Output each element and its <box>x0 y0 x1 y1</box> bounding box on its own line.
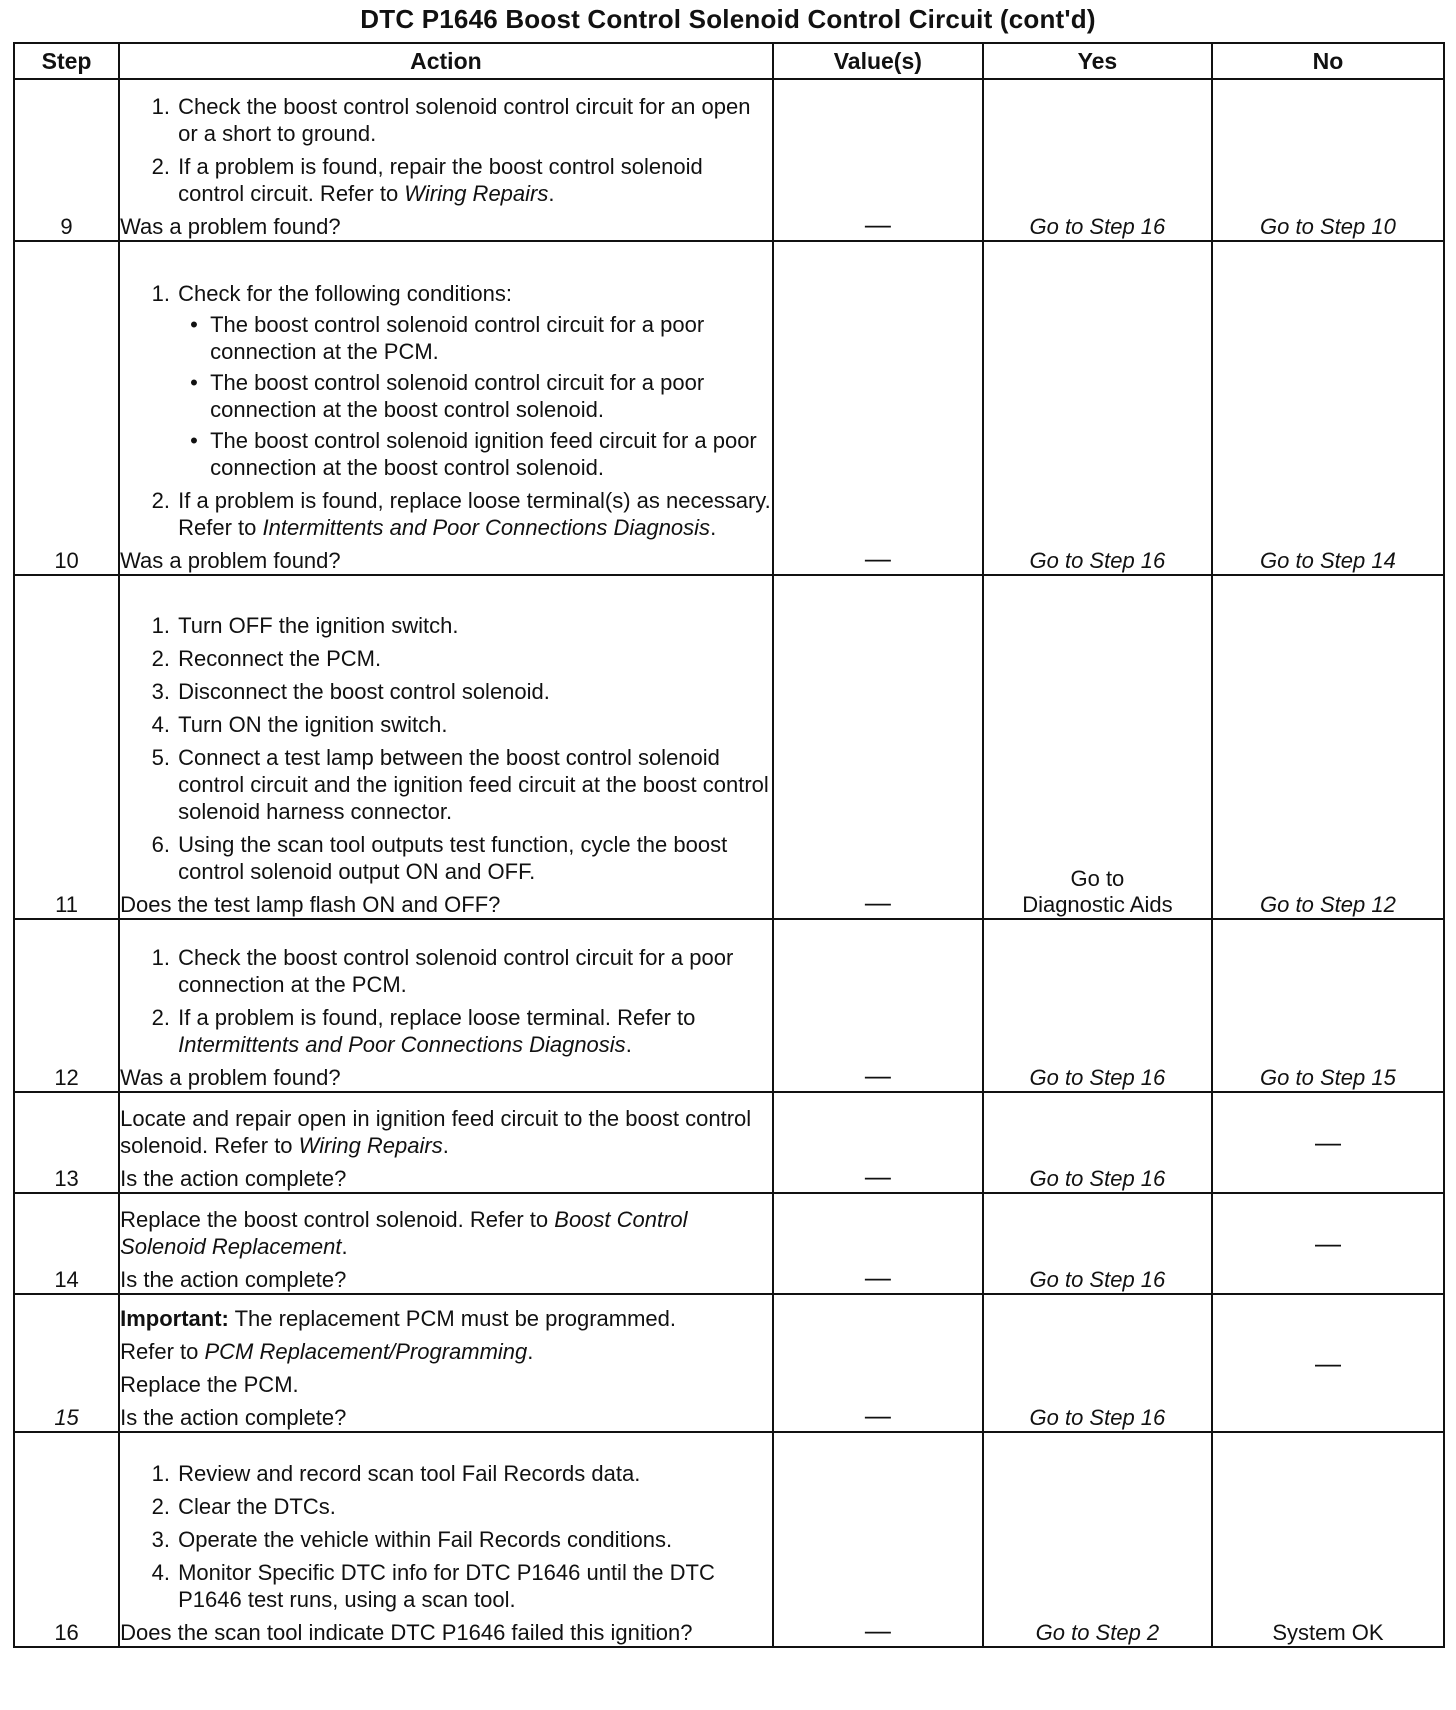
condition-item: • The boost control solenoid control circuit for a poor connection at the PCM. <box>190 312 705 364</box>
condition-list <box>178 311 772 481</box>
yes-cell: Go to Step 16 <box>983 1294 1212 1432</box>
header-no: No <box>1212 43 1444 79</box>
table-row <box>14 1193 1444 1294</box>
list-item: 4. Turn ON the ignition switch. <box>176 711 772 738</box>
value-cell: — <box>773 79 983 241</box>
no-cell: Go to Step 14 <box>1212 241 1444 575</box>
value-cell: — <box>773 1193 983 1294</box>
reference-link: Wiring Repairs <box>404 181 549 206</box>
no-cell: — <box>1212 1193 1444 1294</box>
reference-link: Boost Control Solenoid Replacement <box>120 1207 688 1259</box>
action-list <box>120 93 772 207</box>
step-number: 11 <box>14 575 119 919</box>
step-number: 12 <box>14 919 119 1092</box>
question-text: Is the action complete? <box>120 1267 347 1292</box>
yes-cell: Go to Step 16 <box>983 919 1212 1092</box>
instruction-text: Replace the PCM. <box>120 1372 299 1397</box>
yes-cell: Go to Step 16 <box>983 1193 1212 1294</box>
diagnostic-table <box>13 42 1445 1648</box>
yes-cell: Go to Step 16 <box>983 1092 1212 1193</box>
yes-line-2: Diagnostic Aids <box>1022 892 1173 917</box>
yes-cell: Go to Step 16 <box>983 241 1212 575</box>
page-title: DTC P1646 Boost Control Solenoid Control Circuit (cont'd) <box>360 4 1096 34</box>
action-list <box>120 944 772 1058</box>
list-item: 1. Review and record scan tool Fail Records data. <box>176 1460 772 1487</box>
reference-link: Wiring Repairs <box>298 1133 443 1158</box>
step-number: 15 <box>14 1294 119 1432</box>
header-step: Step <box>14 43 119 79</box>
header-row <box>14 43 1444 79</box>
header-yes: Yes <box>983 43 1212 79</box>
list-item: 1. Turn OFF the ignition switch. <box>176 612 772 639</box>
action-cell <box>119 575 773 919</box>
table-row <box>14 575 1444 919</box>
action-cell <box>119 1432 773 1647</box>
no-cell: Go to Step 12 <box>1212 575 1444 919</box>
question-text: Was a problem found? <box>120 548 341 573</box>
question-text: Was a problem found? <box>120 1065 341 1090</box>
step-number: 16 <box>14 1432 119 1647</box>
list-item: 5. Connect a test lamp between the boost control solenoid control circuit and the ignition feed circuit at the boost control solenoid harness connector. <box>176 744 772 825</box>
list-item: 1. Check the boost control solenoid control circuit for a poor connection at the PCM. <box>176 944 772 998</box>
question-text: Does the scan tool indicate DTC P1646 failed this ignition? <box>120 1620 693 1645</box>
yes-cell: Go to Step 16 <box>983 79 1212 241</box>
action-list <box>120 280 772 541</box>
condition-item: • The boost control solenoid ignition feed circuit for a poor connection at the boost control solenoid. <box>190 428 757 480</box>
action-cell <box>119 79 773 241</box>
value-cell: — <box>773 1432 983 1647</box>
no-cell: Go to Step 15 <box>1212 919 1444 1092</box>
list-item: 2. If a problem is found, replace loose terminal(s) as necessary. Refer to Intermittents and Poor Connections Diagnosis. <box>176 487 772 541</box>
list-item: 1. Check the boost control solenoid control circuit for an open or a short to ground. <box>176 93 772 147</box>
yes-cell <box>983 575 1212 919</box>
step-number: 14 <box>14 1193 119 1294</box>
action-cell <box>119 919 773 1092</box>
question-text: Does the test lamp flash ON and OFF? <box>120 892 501 917</box>
table-row <box>14 1294 1444 1432</box>
table-row <box>14 919 1444 1092</box>
no-cell: Go to Step 10 <box>1212 79 1444 241</box>
no-cell: System OK <box>1212 1432 1444 1647</box>
reference-link: Intermittents and Poor Connections Diagnosis <box>178 1032 626 1057</box>
no-cell: — <box>1212 1092 1444 1193</box>
question-text: Is the action complete? <box>120 1405 347 1430</box>
action-cell: Locate and repair open in ignition feed circuit to the boost control solenoid. Refer to Wiring Repairs. Is the action complete? <box>119 1092 773 1193</box>
important-label: Important: <box>120 1306 229 1331</box>
step-number: 13 <box>14 1092 119 1193</box>
value-cell: — <box>773 1294 983 1432</box>
list-item: 3. Disconnect the boost control solenoid. <box>176 678 772 705</box>
action-list <box>120 612 772 885</box>
action-cell <box>119 241 773 575</box>
step-number: 9 <box>14 79 119 241</box>
table-row <box>14 1432 1444 1647</box>
table-row <box>14 241 1444 575</box>
condition-item: • The boost control solenoid control circuit for a poor connection at the boost control solenoid. <box>190 370 705 422</box>
action-list <box>120 1460 772 1613</box>
reference-link: PCM Replacement/Programming <box>204 1339 528 1364</box>
question-text: Was a problem found? <box>120 214 341 239</box>
table-row <box>14 79 1444 241</box>
list-item: 3. Operate the vehicle within Fail Records conditions. <box>176 1526 772 1553</box>
value-cell: — <box>773 575 983 919</box>
header-values: Value(s) <box>773 43 983 79</box>
action-cell: Replace the boost control solenoid. Refer to Boost Control Solenoid Replacement. Is the action complete? <box>119 1193 773 1294</box>
list-item: 2. Clear the DTCs. <box>176 1493 772 1520</box>
step-number: 10 <box>14 241 119 575</box>
value-cell: — <box>773 1092 983 1193</box>
list-item: 2. If a problem is found, repair the boost control solenoid control circuit. Refer to Wiring Repairs. <box>176 153 772 207</box>
table-row <box>14 1092 1444 1193</box>
header-action: Action <box>119 43 773 79</box>
reference-link: Intermittents and Poor Connections Diagnosis <box>262 515 711 540</box>
list-item: 2. If a problem is found, replace loose terminal. Refer to Intermittents and Poor Connections Diagnosis. <box>176 1004 772 1058</box>
question-text: Is the action complete? <box>120 1166 347 1191</box>
list-item: 6. Using the scan tool outputs test function, cycle the boost control solenoid output ON and OFF. <box>176 831 772 885</box>
yes-cell: Go to Step 2 <box>983 1432 1212 1647</box>
value-cell: — <box>773 241 983 575</box>
action-cell: Important: The replacement PCM must be programmed. Refer to PCM Replacement/Programming. Replace the PCM. Is the action complete? <box>119 1294 773 1432</box>
yes-line-1: Go to <box>1070 866 1125 891</box>
no-cell: — <box>1212 1294 1444 1432</box>
list-item: 4. Monitor Specific DTC info for DTC P1646 until the DTC P1646 test runs, using a scan tool. <box>176 1559 772 1613</box>
value-cell: — <box>773 919 983 1092</box>
list-item: 1. Check for the following conditions: • The boost control solenoid control circuit for a poor connection at the PCM. • The boost control solenoid control circuit for a poor connection at the boost control solenoid. • The boost control solenoid ignition feed circuit for a poor connection at the boost control solenoid. <box>176 280 772 481</box>
list-item: 2. Reconnect the PCM. <box>176 645 772 672</box>
